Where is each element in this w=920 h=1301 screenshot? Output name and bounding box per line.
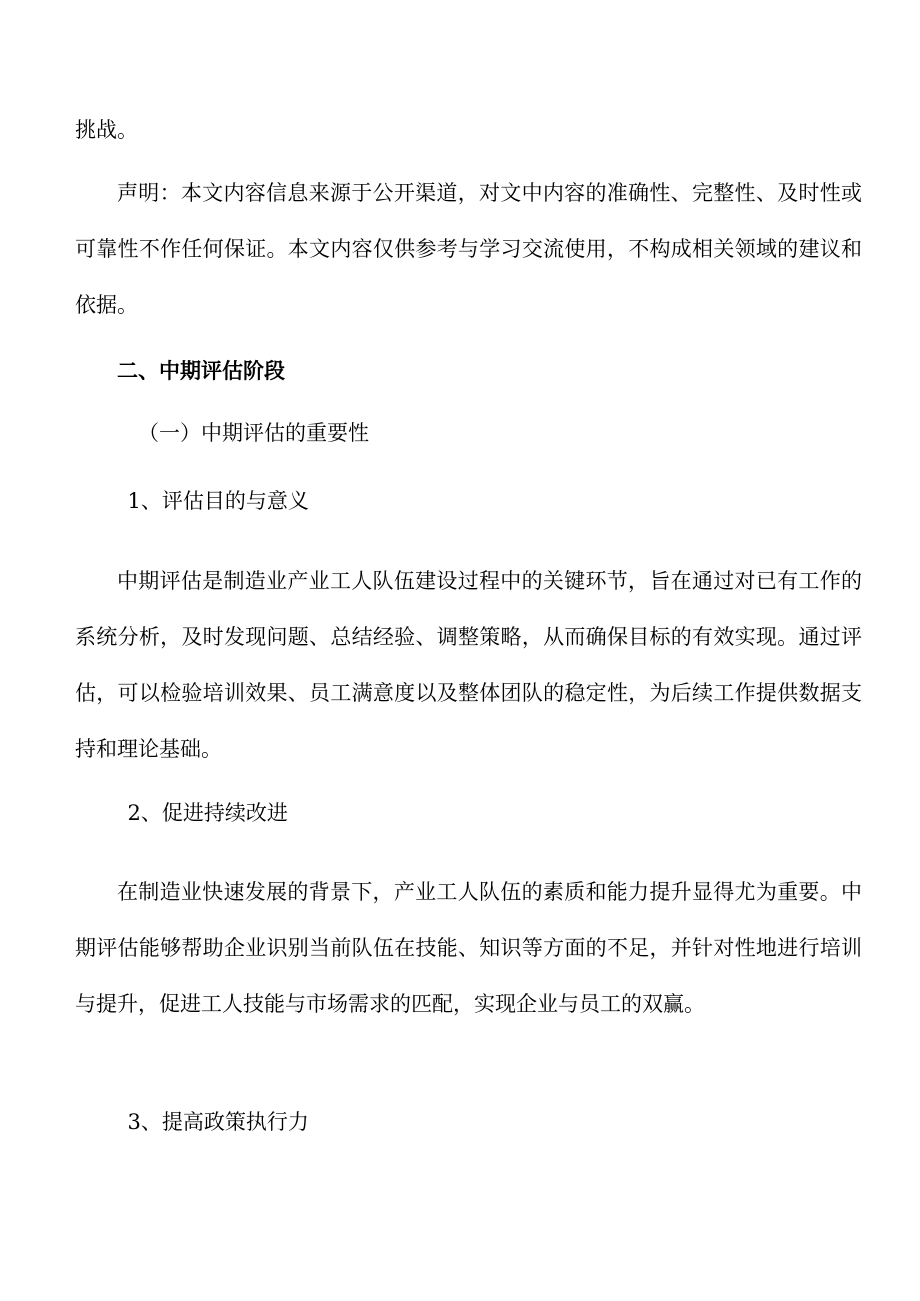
item-heading-3: 3、提高政策执行力 — [127, 1110, 309, 1134]
subsection-heading: （一）中期评估的重要性 — [138, 421, 369, 445]
body-paragraph-2: 在制造业快速发展的背景下，产业工人队伍的素质和能力提升显得尤为重要。中期评估能够帮助企业识别当前队伍在技能、知识等方面的不足，并针对性地进行培训与提升，促进工人技能与市场需求的匹配，实现企业与员工的双赢。 — [75, 880, 862, 1016]
body-paragraph-1: 中期评估是制造业产业工人队伍建设过程中的关键环节，旨在通过对已有工作的系统分析，及时发现问题、总结经验、调整策略，从而确保目标的有效实现。通过评估，可以检验培训效果、员工满意度以及整体团队的稳定性，为后续工作提供数据支持和理论基础。 — [75, 569, 862, 761]
continuation-text: 挑战。 — [75, 118, 138, 142]
item-heading-2: 2、促进持续改进 — [127, 801, 288, 825]
disclaimer-paragraph: 声明：本文内容信息来源于公开渠道，对文中内容的准确性、完整性、及时性或可靠性不作任何保证。本文内容仅供参考与学习交流使用，不构成相关领域的建议和依据。 — [75, 181, 862, 317]
section-heading: 二、中期评估阶段 — [117, 358, 285, 383]
item-heading-1: 1、评估目的与意义 — [127, 489, 309, 513]
